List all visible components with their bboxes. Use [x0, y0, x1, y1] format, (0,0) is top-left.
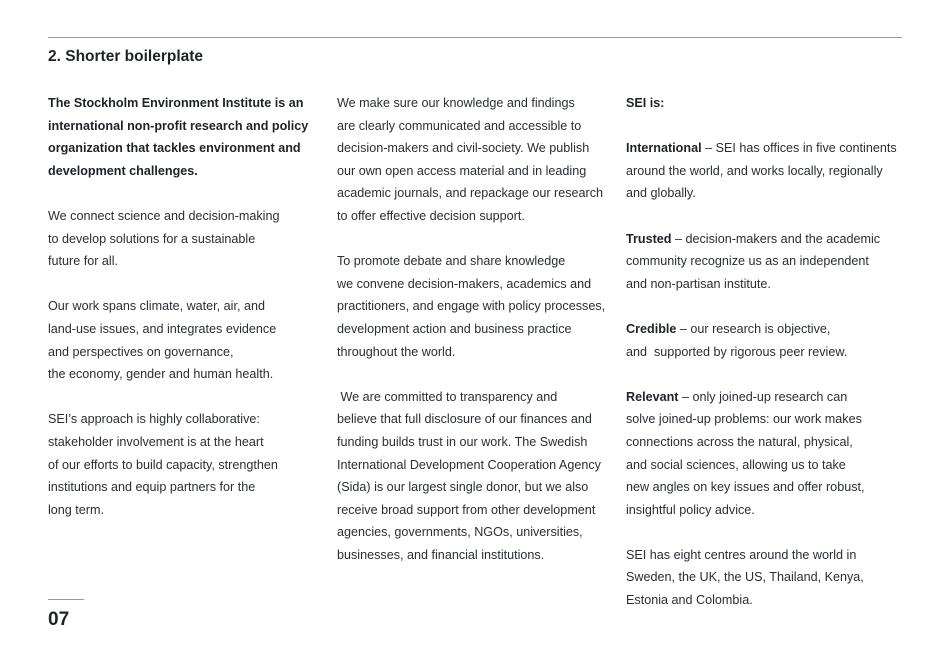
text-line: the economy, gender and human health. [48, 367, 274, 382]
text-line: practitioners, and engage with policy processes, [337, 299, 606, 314]
text-line: receive broad support from other development [337, 502, 596, 517]
text-line: solve joined-up problems: our work makes [626, 412, 862, 427]
heading-text: SEI is: [626, 96, 665, 110]
text-line: are clearly communicated and accessible to [337, 118, 582, 133]
text-line: around the world, and works locally, regionally [626, 163, 883, 178]
text-line [626, 386, 916, 409]
section-title: 2. Shorter boilerplate [48, 48, 204, 65]
text-line: land-use issues, and integrates evidence [48, 321, 277, 336]
text-line: and social sciences, allowing us to take [626, 457, 846, 472]
text-line: development challenges. [48, 163, 198, 178]
text-line: and perspectives on governance, [48, 344, 234, 359]
text-line: institutions and equip partners for the [48, 480, 256, 495]
paragraph [337, 250, 627, 363]
paragraph [48, 295, 338, 385]
top-divider [48, 37, 902, 38]
text-line [626, 228, 916, 251]
page-number: 07 [48, 609, 70, 630]
text-line: businesses, and financial institutions. [337, 547, 545, 562]
text-line: and non-partisan institute. [626, 276, 771, 291]
text-line: of our efforts to build capacity, strengthen [48, 457, 278, 472]
attribute-term: Credible [626, 321, 677, 336]
attribute-term: International [626, 141, 702, 156]
text-line: International Development Cooperation Agency [337, 457, 601, 472]
text-line: We connect science and decision-making [48, 208, 280, 223]
text-line: connections across the natural, physical, [626, 434, 853, 449]
text-line: international non-profit research and policy [48, 118, 309, 133]
text-line: long term. [48, 502, 104, 517]
text-line: Sweden, the UK, the US, Thailand, Kenya, [626, 570, 864, 585]
text-line: insightful policy advice. [626, 502, 755, 517]
text-line: to offer effective decision support. [337, 208, 525, 223]
text-line: development action and business practice [337, 321, 572, 336]
text-line: We make sure our knowledge and findings [337, 96, 575, 110]
paragraph [48, 205, 338, 273]
text-line: SEI’s approach is highly collaborative: [48, 412, 260, 427]
text-line: SEI has eight centres around the world in [626, 547, 857, 562]
column-2 [337, 92, 627, 589]
text-line: agencies, governments, NGOs, universities, [337, 525, 583, 540]
text-line: stakeholder involvement is at the heart [48, 434, 264, 449]
text-line: throughout the world. [337, 344, 456, 359]
text-line: believe that full disclosure of our finances and [337, 412, 592, 427]
attribute-term: Relevant [626, 389, 679, 404]
text-line: to develop solutions for a sustainable [48, 231, 256, 246]
text-line: We are committed to transparency and [337, 389, 558, 404]
sei-is-heading [626, 92, 916, 115]
attribute-description: – SEI has offices in five continents [701, 141, 897, 156]
text-line: academic journals, and repackage our research [337, 186, 604, 201]
text-line: organization that tackles environment and [48, 141, 301, 156]
text-line: future for all. [48, 254, 118, 269]
attribute-relevant [626, 386, 916, 522]
text-line: community recognize us as an independent [626, 254, 869, 269]
paragraph [337, 92, 627, 228]
paragraph [337, 386, 627, 567]
attribute-international [626, 137, 916, 205]
text-line: and globally. [626, 186, 696, 201]
text-line: we convene decision-makers, academics and [337, 276, 592, 291]
text-line: Estonia and Colombia. [626, 593, 753, 608]
text-line: The Stockholm Environment Institute is an [48, 96, 304, 110]
attribute-term: Trusted [626, 231, 672, 246]
text-line [626, 318, 916, 341]
column-1 [48, 92, 338, 544]
text-line: decision-makers and civil-society. We publish [337, 141, 590, 156]
text-line: and supported by rigorous peer review. [626, 344, 848, 359]
text-line [626, 137, 916, 160]
column-3 [626, 92, 916, 634]
attribute-trusted [626, 228, 916, 296]
centres-paragraph [626, 544, 916, 612]
attribute-description: – decision-makers and the academic [671, 231, 881, 246]
text-line: To promote debate and share knowledge [337, 254, 566, 269]
text-line: our own open access material and in leading [337, 163, 587, 178]
text-line: new angles on key issues and offer robust, [626, 480, 865, 495]
text-line: Our work spans climate, water, air, and [48, 299, 265, 314]
page-number-divider [48, 599, 84, 600]
attribute-description: – only joined-up research can [678, 389, 848, 404]
text-line: (Sida) is our largest single donor, but we also [337, 480, 589, 495]
text-line: funding builds trust in our work. The Swedish [337, 434, 588, 449]
intro-paragraph [48, 92, 338, 182]
attribute-description: – our research is objective, [676, 321, 831, 336]
attribute-credible [626, 318, 916, 363]
paragraph [48, 408, 338, 521]
